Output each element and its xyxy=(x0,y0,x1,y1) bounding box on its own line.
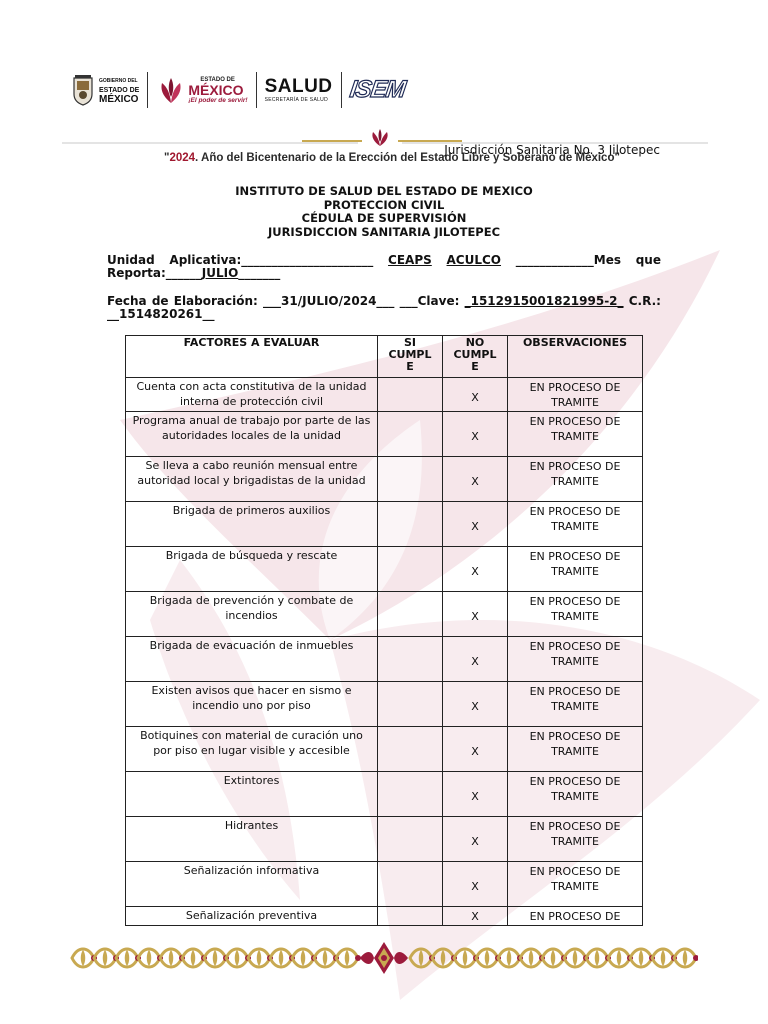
reporta-suffix: _______ xyxy=(238,266,281,280)
gob-line1: GOBIERNO DEL xyxy=(99,77,138,84)
table-row xyxy=(126,862,643,907)
footer-ornament xyxy=(70,940,698,976)
no-cell: X xyxy=(443,378,508,412)
header-si-cumple xyxy=(378,336,443,378)
si-cell xyxy=(378,502,443,547)
table-row xyxy=(126,907,643,926)
salud-title: SALUD xyxy=(264,76,333,97)
obs-cell: EN PROCESO DE TRAMITE xyxy=(508,862,643,907)
header-si-line2: CUMPL xyxy=(388,348,432,361)
divider xyxy=(341,72,342,108)
fecha-w3: Elaboración: xyxy=(173,294,258,308)
title-line4: JURISDICCION SANITARIA JILOTEPEC xyxy=(267,224,501,239)
fecha-clave-value: _1512915001821995-2_ xyxy=(464,294,624,308)
table-row xyxy=(126,378,643,412)
si-cell xyxy=(378,727,443,772)
no-cell: X xyxy=(443,772,508,817)
table-row xyxy=(126,457,643,502)
divider xyxy=(147,72,148,108)
no-cell: X xyxy=(443,412,508,457)
si-cell xyxy=(378,457,443,502)
header-no-line1: NO xyxy=(465,336,485,349)
edo-line2: MÉXICO xyxy=(188,81,244,98)
factor-cell: Existen avisos que hacer en sismo e incendio uno por piso xyxy=(126,682,378,727)
no-cell: X xyxy=(443,457,508,502)
table-row xyxy=(126,682,643,727)
gobierno-logo xyxy=(72,74,139,106)
unidad-aplicativa xyxy=(107,254,661,280)
no-cell: X xyxy=(443,862,508,907)
table-row xyxy=(126,547,643,592)
unidad-w5: _____________Mes xyxy=(515,253,621,267)
reporta-mes: JULIO xyxy=(201,266,239,280)
si-cell xyxy=(378,378,443,412)
factor-cell: Se lleva a cabo reunión mensual entre autoridad local y brigadistas de la unidad xyxy=(126,457,378,502)
table-row xyxy=(126,727,643,772)
table-row xyxy=(126,637,643,682)
factor-cell: Programa anual de trabajo por parte de las autoridades locales de la unidad xyxy=(126,412,378,457)
si-cell xyxy=(378,592,443,637)
jurisdiccion-label: Jurisdicción Sanitaria No. 3 Jilotepec xyxy=(444,143,660,157)
year-quote: " xyxy=(164,152,170,164)
factor-cell: Hidrantes xyxy=(126,817,378,862)
si-cell xyxy=(378,682,443,727)
factor-cell: Botiquines con material de curación uno por piso en lugar visible y accesible xyxy=(126,727,378,772)
table-header-row xyxy=(126,336,643,378)
si-cell xyxy=(378,637,443,682)
supervision-table xyxy=(125,335,643,926)
obs-cell: EN PROCESO DE TRAMITE xyxy=(508,727,643,772)
table-row xyxy=(126,592,643,637)
no-cell: X xyxy=(443,907,508,926)
unidad-w2: Aplicativa:______________________ xyxy=(169,253,374,267)
isem-logo: ISEM xyxy=(347,76,407,103)
year-banner xyxy=(164,152,620,164)
title-line3: CÉDULA DE SUPERVISIÓN xyxy=(301,211,467,225)
header-no-cumple xyxy=(443,336,508,378)
header-observaciones: OBSERVACIONES xyxy=(508,336,643,378)
si-cell xyxy=(378,817,443,862)
table-row xyxy=(126,412,643,457)
obs-cell: EN PROCESO DE TRAMITE xyxy=(508,378,643,412)
year-number: 2024 xyxy=(169,152,196,164)
no-cell: X xyxy=(443,817,508,862)
cr-value: __1514820261__ xyxy=(107,307,215,321)
factor-cell: Brigada de primeros auxilios xyxy=(126,502,378,547)
factor-cell: Extintores xyxy=(126,772,378,817)
obs-cell: EN PROCESO DE TRAMITE xyxy=(508,682,643,727)
obs-cell: EN PROCESO DE TRAMITE xyxy=(508,592,643,637)
factor-cell: Señalización informativa xyxy=(126,862,378,907)
si-cell xyxy=(378,772,443,817)
obs-cell: EN PROCESO DE TRAMITE xyxy=(508,547,643,592)
header-factores: FACTORES A EVALUAR xyxy=(126,336,378,378)
salud-sub: SECRETARÍA DE SALUD xyxy=(264,97,328,103)
obs-cell: EN PROCESO DE TRAMITE xyxy=(508,817,643,862)
obs-cell: EN PROCESO DE TRAMITE xyxy=(508,457,643,502)
factor-cell: Brigada de búsqueda y rescate xyxy=(126,547,378,592)
gob-line3: MÉXICO xyxy=(99,93,139,105)
header-no-line3: E xyxy=(471,360,479,373)
title-line2: PROTECCION CIVIL xyxy=(323,197,445,212)
unidad-w1: Unidad xyxy=(107,253,155,267)
fecha-cr-label: C.R.: xyxy=(628,294,661,308)
si-cell xyxy=(378,547,443,592)
si-cell xyxy=(378,862,443,907)
header-si-line3: E xyxy=(406,360,414,373)
no-cell: X xyxy=(443,547,508,592)
header-no-line2: CUMPL xyxy=(453,348,497,361)
edo-line1: ESTADO DE xyxy=(200,76,235,83)
flower-logo-icon xyxy=(156,75,186,105)
no-cell: X xyxy=(443,502,508,547)
obs-cell: EN PROCESO DE TRAMITE xyxy=(508,412,643,457)
edo-tagline: ¡El poder de servir! xyxy=(188,96,248,104)
divider xyxy=(256,72,257,108)
reporta-prefix: Reporta:______ xyxy=(107,266,202,280)
si-cell xyxy=(378,907,443,926)
document-titles xyxy=(0,185,768,239)
header-si-line1: SI xyxy=(403,336,416,349)
title-line1: INSTITUTO DE SALUD DEL ESTADO DE MEXICO xyxy=(235,184,533,198)
fecha-date: ___31/JULIO/2024___ xyxy=(263,294,395,308)
obs-cell: EN PROCESO DE TRAMITE xyxy=(508,502,643,547)
coat-of-arms-icon xyxy=(72,74,94,106)
no-cell: X xyxy=(443,682,508,727)
estado-logo xyxy=(156,75,247,105)
fecha-clave-label: ___Clave: xyxy=(399,294,460,308)
factor-cell: Brigada de evacuación de inmuebles xyxy=(126,637,378,682)
salud-logo xyxy=(265,77,333,103)
year-description: . Año del Bicentenario de la Erección del Estado Libre y Soberano de México" xyxy=(195,152,620,164)
no-cell: X xyxy=(443,637,508,682)
table-row xyxy=(126,772,643,817)
no-cell: X xyxy=(443,727,508,772)
unidad-w6: que xyxy=(635,253,661,267)
fecha-elaboracion xyxy=(107,295,661,321)
factor-cell: Brigada de prevención y combate de incendios xyxy=(126,592,378,637)
factor-cell: Señalización preventiva xyxy=(126,907,378,926)
table-row xyxy=(126,502,643,547)
obs-cell: EN PROCESO DE xyxy=(508,907,643,926)
factor-cell: Cuenta con acta constitutiva de la unidad interna de protección civil xyxy=(126,378,378,412)
unidad-aculco: ACULCO xyxy=(446,253,502,267)
obs-cell: EN PROCESO DE TRAMITE xyxy=(508,772,643,817)
unidad-ceaps: CEAPS xyxy=(388,253,432,267)
si-cell xyxy=(378,412,443,457)
no-cell: X xyxy=(443,592,508,637)
table-row xyxy=(126,817,643,862)
obs-cell: EN PROCESO DE TRAMITE xyxy=(508,637,643,682)
gob-line2: ESTADO DE xyxy=(99,86,140,94)
fecha-w2: de xyxy=(151,294,169,308)
header-logos xyxy=(72,70,407,110)
fecha-w1: Fecha xyxy=(107,294,147,308)
